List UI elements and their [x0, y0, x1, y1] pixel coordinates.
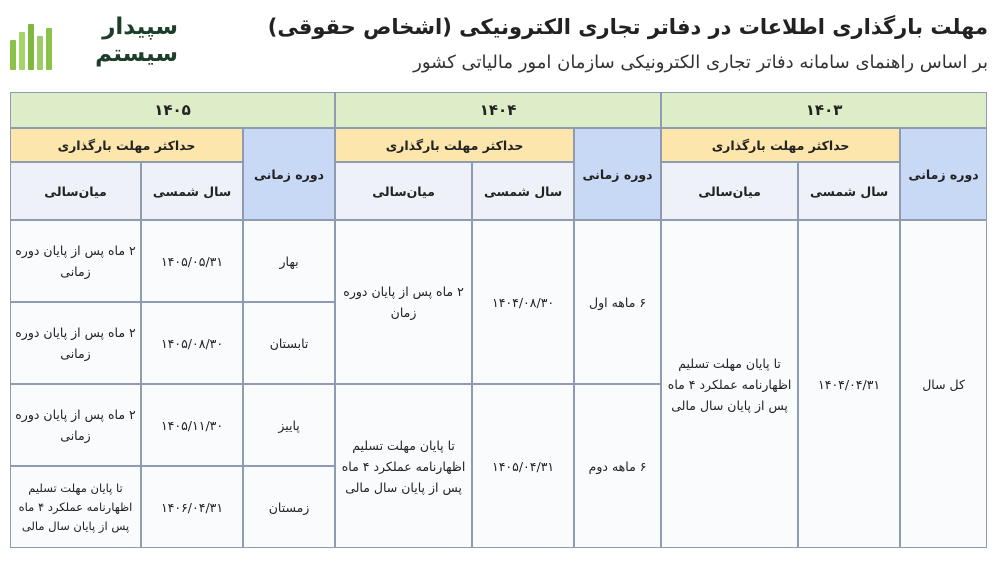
- fiscal-year-header-1404: میان‌سالی: [335, 162, 472, 220]
- fiscal-1405-autumn: ۲ ماه پس از پایان دوره زمانی: [10, 384, 141, 466]
- logo-line-1: سپیدار: [102, 14, 178, 40]
- logo-text: [62, 14, 178, 68]
- period-1405-summer: تابستان: [243, 302, 335, 384]
- deadline-table: [10, 92, 987, 548]
- max-header-1403: حداکثر مهلت بارگذاری: [661, 128, 900, 162]
- period-1404-h2: ۶ ماهه دوم: [574, 384, 661, 548]
- solar-year-header-1405: سال شمسی: [141, 162, 243, 220]
- date-1405-winter: ۱۴۰۶/۰۴/۳۱: [141, 466, 243, 548]
- period-1403: کل سال: [900, 220, 987, 548]
- fiscal-1405-summer: ۲ ماه پس از پایان دوره زمانی: [10, 302, 141, 384]
- deadline-table-wrapper: [10, 92, 987, 548]
- date-1405-summer: ۱۴۰۵/۰۸/۳۰: [141, 302, 243, 384]
- max-header-1404: حداکثر مهلت بارگذاری: [335, 128, 574, 162]
- fiscal-1404-h1: ۲ ماه پس از پایان دوره زمان: [335, 220, 472, 384]
- date-1403: ۱۴۰۴/۰۴/۳۱: [798, 220, 900, 548]
- date-1404-h1: ۱۴۰۴/۰۸/۳۰: [472, 220, 574, 384]
- page-subtitle: بر اساس راهنمای سامانه دفاتر تجاری الکترونیکی سازمان امور مالیاتی کشور: [413, 52, 988, 73]
- period-header-1404: دوره زمانی: [574, 128, 661, 220]
- date-1404-h2: ۱۴۰۵/۰۴/۳۱: [472, 384, 574, 548]
- logo-bars-icon: [10, 18, 56, 70]
- fiscal-year-header-1405: میان‌سالی: [10, 162, 141, 220]
- year-header-1404: ۱۴۰۴: [335, 92, 661, 128]
- logo-line-2: سیستم: [95, 41, 178, 67]
- period-header-1403: دوره زمانی: [900, 128, 987, 220]
- logo: [8, 14, 178, 74]
- page-title: مهلت بارگذاری اطلاعات در دفاتر تجاری الکترونیکی (اشخاص حقوقی): [267, 15, 988, 39]
- fiscal-1405-winter: تا پایان مهلت تسلیم اظهارنامه عملکرد ۴ ماه پس از پایان سال مالی: [10, 466, 141, 548]
- fiscal-year-header-1403: میان‌سالی: [661, 162, 798, 220]
- period-1405-autumn: پاییز: [243, 384, 335, 466]
- fiscal-1403: تا پایان مهلت تسلیم اظهارنامه عملکرد ۴ ماه پس از پایان سال مالی: [661, 220, 798, 548]
- period-1404-h1: ۶ ماهه اول: [574, 220, 661, 384]
- date-1405-autumn: ۱۴۰۵/۱۱/۳۰: [141, 384, 243, 466]
- fiscal-1405-spring: ۲ ماه پس از پایان دوره زمانی: [10, 220, 141, 302]
- period-1405-winter: زمستان: [243, 466, 335, 548]
- period-header-1405: دوره زمانی: [243, 128, 335, 220]
- solar-year-header-1404: سال شمسی: [472, 162, 574, 220]
- date-1405-spring: ۱۴۰۵/۰۵/۳۱: [141, 220, 243, 302]
- fiscal-1404-h2: تا پایان مهلت تسلیم اظهارنامه عملکرد ۴ ماه پس از پایان سال مالی: [335, 384, 472, 548]
- max-header-1405: حداکثر مهلت بارگذاری: [10, 128, 243, 162]
- period-1405-spring: بهار: [243, 220, 335, 302]
- year-header-1403: ۱۴۰۳: [661, 92, 987, 128]
- solar-year-header-1403: سال شمسی: [798, 162, 900, 220]
- year-header-1405: ۱۴۰۵: [10, 92, 335, 128]
